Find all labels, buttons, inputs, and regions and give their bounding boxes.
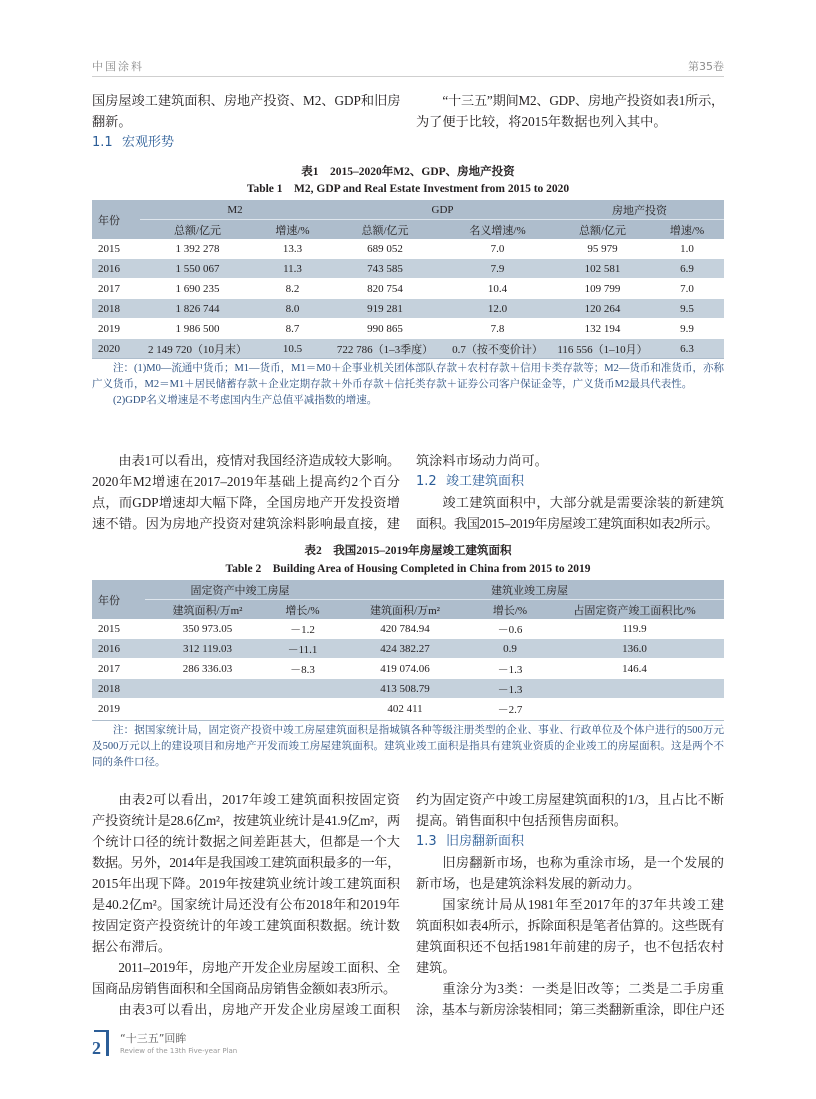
paragraph-line: 个统计口径的统计数据之间差距甚大，但都是一个大 (92, 834, 400, 849)
paragraph-line: 提高。销售面积中包括预售房面积。 (416, 813, 627, 828)
table-cell: 109 799 (555, 279, 650, 299)
column-header: 占固定资产竣工面积比/% (545, 600, 724, 620)
section-number: 1.2 (416, 474, 437, 489)
header-rule (92, 76, 724, 77)
table-cell: 0.9 (475, 639, 545, 659)
table-cell: 350 973.05 (145, 619, 270, 639)
section-title: 宏观形势 (122, 135, 175, 150)
column-bottom-left (92, 789, 400, 1020)
table-cell: 286 336.03 (145, 659, 270, 679)
table-cell: 919 281 (330, 299, 440, 319)
paragraph-line: 产投资统计是28.6亿m²，按建筑业统计是41.9亿m²，两 (92, 813, 400, 828)
section-heading (416, 471, 724, 492)
section-title: 旧房翻新面积 (446, 834, 525, 849)
table-cell: 132 194 (555, 319, 650, 339)
column-header: 总额/亿元 (330, 220, 440, 240)
table-cell: 136.0 (545, 639, 724, 659)
table-cell (270, 679, 335, 699)
table-cell: －11.1 (270, 639, 335, 659)
table2-caption-cn: 表2 我国2015–2019年房屋竣工建筑面积 (304, 545, 512, 557)
table-cell: 7.8 (440, 319, 555, 339)
table-row (92, 339, 724, 359)
table-cell: －1.3 (475, 659, 545, 679)
table-cell: 120 264 (555, 299, 650, 319)
table-cell (545, 679, 724, 699)
column-mid-left (92, 450, 400, 534)
table-cell: 2 149 720（10月末） (140, 339, 255, 359)
table-cell (145, 679, 270, 699)
table-cell: 116 556（1–10月） (555, 339, 650, 359)
table-cell: 13.3 (255, 239, 330, 259)
paragraph-line: 2011–2019年，房地产开发企业房屋竣工面积、全 (118, 960, 400, 975)
table-cell: －8.3 (270, 659, 335, 679)
paragraph-line: 按固定资产投资统计的年竣工建筑面积数据。统计数 (92, 918, 400, 933)
paragraph-line: 国房屋竣工建筑面积、房地产投资、M2、GDP和旧房 (92, 93, 400, 108)
paragraph-line: 建筑面积还不包括1981年前建的房子，也不包括农村 (416, 939, 724, 954)
paragraph-line: “十三五”期间M2、GDP、房地产投资如表1所示， (442, 93, 724, 108)
paragraph-line: 为了便于比较，将2015年数据也列入其中。 (416, 114, 667, 129)
table-cell: 8.2 (255, 279, 330, 299)
paragraph-line: 2020年M2增速在2017–2019年基础上提高约2个百分 (92, 474, 400, 489)
table-cell: 2016 (92, 259, 140, 279)
paragraph-line: 建筑。 (416, 960, 456, 975)
column-bottom-right (416, 789, 724, 1020)
paragraph-line: 新市场，也是建筑涂料发展的新动力。 (416, 876, 641, 891)
footer-bar (106, 1030, 109, 1056)
table-cell: 2015 (92, 619, 145, 639)
column-header: 总额/亿元 (140, 220, 255, 240)
table-cell: 820 754 (330, 279, 440, 299)
paragraph-line: 由表1可以看出，疫情对我国经济造成较大影响。 (118, 453, 400, 468)
table-row (92, 619, 724, 639)
section-title: 竣工建筑面积 (446, 474, 525, 489)
table-cell: 990 865 (330, 319, 440, 339)
table-cell: 2017 (92, 659, 145, 679)
table-cell: －2.7 (475, 699, 545, 719)
table-note: 注：(1)M0—流通中货币；M1—货币，M1＝M0＋企事业机关团体部队存款＋农村存款＋信用卡类存款等；M2—货币和准货币，亦称广义货币，M2＝M1＋居民储蓄存款＋企业定期存款＋外币存款＋信托类存款＋证券公司客户保证金等，广义货币M2最具代表性。 (92, 363, 724, 390)
column-top-left (92, 90, 400, 153)
table-row (92, 239, 724, 259)
section-heading (92, 132, 400, 153)
paragraph-line: 由表2可以看出，2017年竣工建筑面积按固定资 (118, 792, 400, 807)
table-cell: 2019 (92, 699, 145, 719)
paragraph-line: 竣工建筑面积中，大部分就是需要涂装的新建筑 (442, 495, 724, 510)
paragraph-line: 旧房翻新市场，也称为重涂市场，是一个发展的 (442, 855, 724, 870)
table-cell: 11.3 (255, 259, 330, 279)
table-cell: 2016 (92, 639, 145, 659)
table-cell: 2018 (92, 679, 145, 699)
table-cell: 2018 (92, 299, 140, 319)
paragraph-line: 由表3可以看出，房地产开发企业房屋竣工面积 (118, 1002, 400, 1017)
table-cell: 6.3 (650, 339, 724, 359)
table-cell: 2019 (92, 319, 140, 339)
table-cell: 424 382.27 (335, 639, 475, 659)
table-cell: 1 550 067 (140, 259, 255, 279)
table-cell: 8.7 (255, 319, 330, 339)
paragraph-line: 面积。我国2015–2019年房屋竣工建筑面积如表2所示。 (416, 516, 718, 531)
footer-section-title: “十三五”回眸 (120, 1032, 187, 1045)
paragraph-line: 约为固定资产中竣工房屋建筑面积的1/3，且占比不断 (416, 792, 724, 807)
table2 (92, 580, 724, 719)
table-cell: －1.3 (475, 679, 545, 699)
section-heading (416, 831, 724, 852)
table1-notes (92, 361, 724, 409)
section-number: 1.1 (92, 135, 113, 150)
table-cell: 7.0 (440, 239, 555, 259)
table-cell: 413 508.79 (335, 679, 475, 699)
table-cell: 1.0 (650, 239, 724, 259)
paragraph-line: 筑面积如表4所示，拆除面积是笔者估算的。这些既有 (416, 918, 724, 933)
column-group-header: 房地产投资 (555, 200, 724, 220)
column-header: 总额/亿元 (555, 220, 650, 240)
journal-name: 中国涂料 (92, 60, 144, 73)
paragraph-line: 速不错。因为房地产投资对建筑涂料影响最直接，建 (92, 516, 400, 531)
table-cell: 8.0 (255, 299, 330, 319)
table-cell: 312 119.03 (145, 639, 270, 659)
table-row (92, 279, 724, 299)
table-cell: 419 074.06 (335, 659, 475, 679)
paragraph-line: 是40.2亿m²。国家统计局还没有公布2018年和2019年 (92, 897, 400, 912)
table-row (92, 319, 724, 339)
column-group-header: 建筑业竣工房屋 (335, 580, 724, 600)
table-cell: 10.4 (440, 279, 555, 299)
table2-caption-en: Table 2 Building Area of Housing Completed in China from 2015 to 2019 (225, 563, 591, 575)
table-cell: 0.7（按不变价计） (440, 339, 555, 359)
table-cell: －1.2 (270, 619, 335, 639)
table-note: (2)GDP名义增速是不考虑国内生产总值平减指数的增速。 (113, 395, 378, 406)
table-cell: 2020 (92, 339, 140, 359)
year-header: 年份 (92, 580, 145, 619)
table2-notes (92, 720, 724, 771)
column-group-header: 固定资产中竣工房屋 (145, 580, 335, 600)
table-note: 注：据国家统计局，固定资产投资中竣工房屋建筑面积是指城镇各种等级注册类型的企业、事业、行政单位及个体户进行的500万元及500万元以上的建设项目和房地产开发而竣工房屋建筑面积。建筑业竣工面积是指具有建筑业资质的企业竣工的房屋面积。这是两个不同的条件口径。 (92, 725, 724, 768)
table-cell: 7.9 (440, 259, 555, 279)
column-header: 增长/% (270, 600, 335, 620)
column-group-header: M2 (140, 200, 330, 220)
footer-section-subtitle: Review of the 13th Five-year Plan (120, 1047, 238, 1055)
paragraph-line: 涂，基本与新房涂装相同；第三类翻新重涂，即住户还 (416, 1002, 724, 1017)
table-cell: 743 585 (330, 259, 440, 279)
table-cell: 1 826 744 (140, 299, 255, 319)
paragraph-line: 筑涂料市场动力尚可。 (416, 453, 548, 468)
table-cell: 6.9 (650, 259, 724, 279)
table-cell: 146.4 (545, 659, 724, 679)
table-row (92, 259, 724, 279)
table1 (92, 200, 724, 359)
table-cell: 420 784.94 (335, 619, 475, 639)
paragraph-line: 翻新。 (92, 114, 132, 129)
table-row (92, 639, 724, 659)
column-header: 建筑面积/万m² (335, 600, 475, 620)
table-row (92, 659, 724, 679)
table-cell: －0.6 (475, 619, 545, 639)
column-mid-right (416, 450, 724, 534)
table-cell (145, 699, 270, 719)
table-cell: 9.5 (650, 299, 724, 319)
table1-caption-cn: 表1 2015–2020年M2、GDP、房地产投资 (301, 166, 515, 178)
table-cell: 1 986 500 (140, 319, 255, 339)
page-number: 2 (92, 1038, 101, 1058)
table-row (92, 699, 724, 719)
column-top-right (416, 90, 724, 132)
column-group-header: GDP (330, 200, 555, 220)
table-cell: 95 979 (555, 239, 650, 259)
paragraph-line: 数据。另外，2014年是我国竣工建筑面积最多的一年， (92, 855, 400, 870)
table-cell: 689 052 (330, 239, 440, 259)
paragraph-line: 国家统计局从1981年至2017年的37年共竣工建 (442, 897, 724, 912)
table-cell: 2017 (92, 279, 140, 299)
table-cell: 722 786（1–3季度） (330, 339, 440, 359)
column-header: 增长/% (475, 600, 545, 620)
table-cell (545, 699, 724, 719)
table-cell: 1 392 278 (140, 239, 255, 259)
column-header: 增速/% (255, 220, 330, 240)
table-cell: 402 411 (335, 699, 475, 719)
table1-caption-en: Table 1 M2, GDP and Real Estate Investment from 2015 to 2020 (246, 183, 570, 195)
column-header: 增速/% (650, 220, 724, 240)
paragraph-line: 国商品房销售面积和全国商品房销售金额如表3所示。 (92, 981, 396, 996)
table-cell: 102 581 (555, 259, 650, 279)
paragraph-line: 重涂分为3类：一类是旧改等；二类是二手房重 (442, 981, 724, 996)
column-header: 名义增速/% (440, 220, 555, 240)
paragraph-line: 2015年出现下降。2019年按建筑业统计竣工建筑面积 (92, 876, 400, 891)
table-cell: 7.0 (650, 279, 724, 299)
table-row (92, 299, 724, 319)
table-cell: 10.5 (255, 339, 330, 359)
table-cell: 9.9 (650, 319, 724, 339)
paragraph-line: 点，而GDP增速却大幅下降，全国房地产开发投资增 (92, 495, 400, 510)
table-cell: 12.0 (440, 299, 555, 319)
year-header: 年份 (92, 200, 140, 239)
table-cell: 1 690 235 (140, 279, 255, 299)
table-cell: 2015 (92, 239, 140, 259)
section-number: 1.3 (416, 834, 437, 849)
column-header: 建筑面积/万m² (145, 600, 270, 620)
paragraph-line: 据公布滞后。 (92, 939, 172, 954)
table-row (92, 679, 724, 699)
table-cell: 119.9 (545, 619, 724, 639)
table-cell (270, 699, 335, 719)
volume-label: 第35卷 (688, 60, 724, 73)
